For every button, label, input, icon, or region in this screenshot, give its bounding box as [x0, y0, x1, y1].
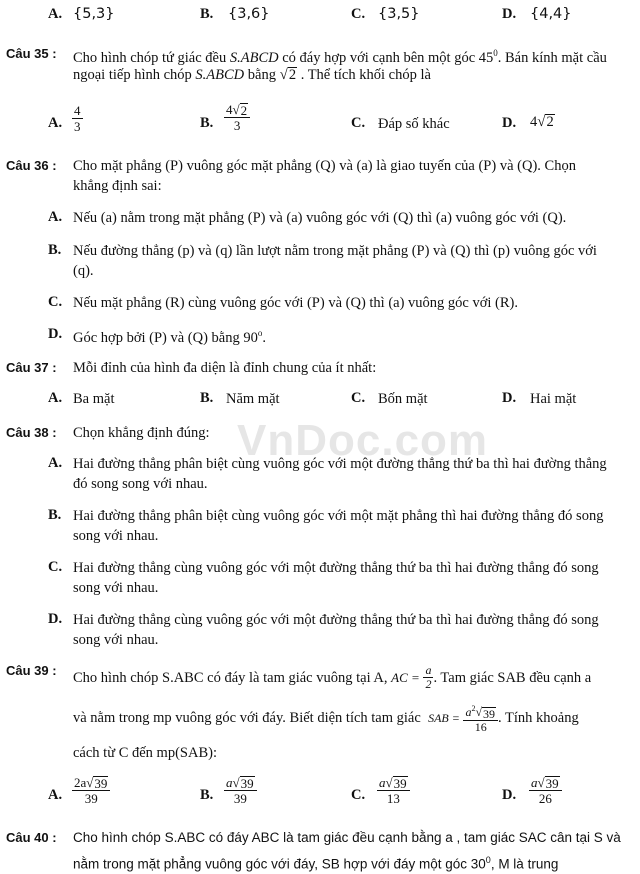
option-text: song với nhau.: [73, 528, 159, 544]
question-text: Chọn khẳng định đúng:: [73, 425, 210, 441]
question-label: Câu 38 :: [6, 425, 57, 440]
option-label: A.: [48, 787, 63, 803]
question-text: Cho mặt phẳng (P) vuông góc mặt phẳng (Q) và (a) là giao tuyến của (P) và (Q). Chọn: [73, 158, 576, 174]
option-text: song với nhau.: [73, 580, 159, 596]
question-text: Cho hình chóp S.ABC có đáy ABC là tam giác đều cạnh bằng a , tam giác SAC cân tại S và: [73, 830, 621, 845]
question-text: nằm trong mặt phẳng vuông góc với đáy, SB hợp với đáy một góc $30^0$, M là trung: [73, 855, 559, 872]
option-text: Hai mặt: [530, 391, 577, 407]
option-text: Nếu mặt phẳng (R) cùng vuông góc với (P) và (Q) thì (a) vuông góc với (R).: [73, 295, 519, 311]
option-text: (q).: [73, 263, 94, 279]
question-text: cách từ C đến mp(SAB):: [73, 745, 217, 761]
option-label: C.: [351, 390, 366, 406]
option-value: {3,6}: [228, 6, 270, 22]
question-label: Câu 36 :: [6, 158, 57, 173]
option-label: A.: [48, 6, 63, 22]
question-text: khẳng định sai:: [73, 178, 162, 194]
option-label: A.: [48, 455, 63, 471]
option-label: C.: [351, 787, 366, 803]
option-text: song với nhau.: [73, 632, 159, 648]
option-value: {5,3}: [73, 6, 115, 22]
question-label: Câu 39 :: [6, 663, 57, 678]
option-text: Nếu (a) nằm trong mặt phẳng (P) và (a) vuông góc với (Q) thì (a) vuông góc với (Q).: [73, 210, 567, 226]
fraction: a √ 39 13: [377, 775, 410, 806]
option-label: B.: [200, 115, 214, 131]
option-value: 4 √ 2: [530, 114, 554, 130]
option-text: Năm mặt: [226, 391, 280, 407]
question-text: và nằm trong mp vuông góc với đáy. Biết diện tích tam giác SAB = $a^2$ √ 39 16 . Tính khoảng: [73, 704, 579, 734]
fraction: a √ 39 39: [224, 775, 257, 806]
option-value: {3,5}: [378, 6, 420, 22]
option-text: Bốn mặt: [378, 391, 428, 407]
option-text: Hai đường thẳng cùng vuông góc với một đường thẳng thứ ba thì hai đường thẳng đó song: [73, 612, 599, 628]
option-label: D.: [48, 326, 63, 342]
question-label: Câu 35 :: [6, 46, 57, 61]
option-label: C.: [48, 559, 63, 575]
question-text: ngoại tiếp hình chóp S.ABCD bằng √ 2 . Thể tích khối chóp là: [73, 67, 431, 83]
option-text: Góc hợp bởi (P) và (Q) bằng 90$^o$.: [73, 328, 266, 346]
option-label: A.: [48, 390, 63, 406]
option-label: B.: [200, 787, 214, 803]
question-text: Cho hình chóp S.ABC có đáy là tam giác vuông tại A, AC = $\frac{a}{2}$ . Tam giác SAB đều cạnh a: [73, 663, 592, 691]
option-label: B.: [200, 6, 214, 22]
option-text: Hai đường thẳng phân biệt cùng vuông góc với một đường thẳng thứ ba thì hai đường thẳng: [73, 456, 607, 472]
option-label: C.: [351, 6, 366, 22]
question-label: Câu 37 :: [6, 360, 57, 375]
option-label: D.: [502, 6, 517, 22]
question-label: Câu 40 :: [6, 830, 57, 845]
option-label: D.: [502, 390, 517, 406]
option-text: đó song song với nhau.: [73, 476, 208, 492]
option-label: D.: [48, 611, 63, 627]
fraction: a √ 39 26: [529, 775, 562, 806]
option-label: D.: [502, 115, 517, 131]
option-text: Hai đường thẳng cùng vuông góc với một đường thẳng thứ ba thì hai đường thẳng đó song: [73, 560, 599, 576]
option-label: A.: [48, 209, 63, 225]
fraction: 2a √ 39 39: [72, 775, 110, 806]
question-text: Mỗi đỉnh của hình đa diện là đỉnh chung của ít nhất:: [73, 360, 377, 376]
option-label: B.: [48, 242, 62, 258]
option-text: Đáp số khác: [378, 116, 450, 132]
fraction: 4 √ 2 3: [224, 102, 250, 133]
option-label: A.: [48, 115, 63, 131]
question-text: Cho hình chóp tứ giác đều S.ABCD có đáy hợp với cạnh bên một góc $45^0$. Bán kính mặt cầu: [73, 48, 607, 66]
option-label: D.: [502, 787, 517, 803]
watermark-logo: VnDoc.com: [237, 416, 489, 465]
option-text: Nếu đường thẳng (p) và (q) lần lượt nằm trong mặt phẳng (P) và (Q) thì (p) vuông góc với: [73, 243, 597, 259]
option-value: {4,4}: [530, 6, 572, 22]
option-text: Hai đường thẳng phân biệt cùng vuông góc với một mặt phẳng thì hai đường thẳng đó song: [73, 508, 604, 524]
option-label: C.: [351, 115, 366, 131]
fraction: $\frac{4}{3}$: [74, 103, 81, 134]
option-text: Ba mặt: [73, 391, 115, 407]
option-label: B.: [200, 390, 214, 406]
option-label: C.: [48, 294, 63, 310]
option-label: B.: [48, 507, 62, 523]
